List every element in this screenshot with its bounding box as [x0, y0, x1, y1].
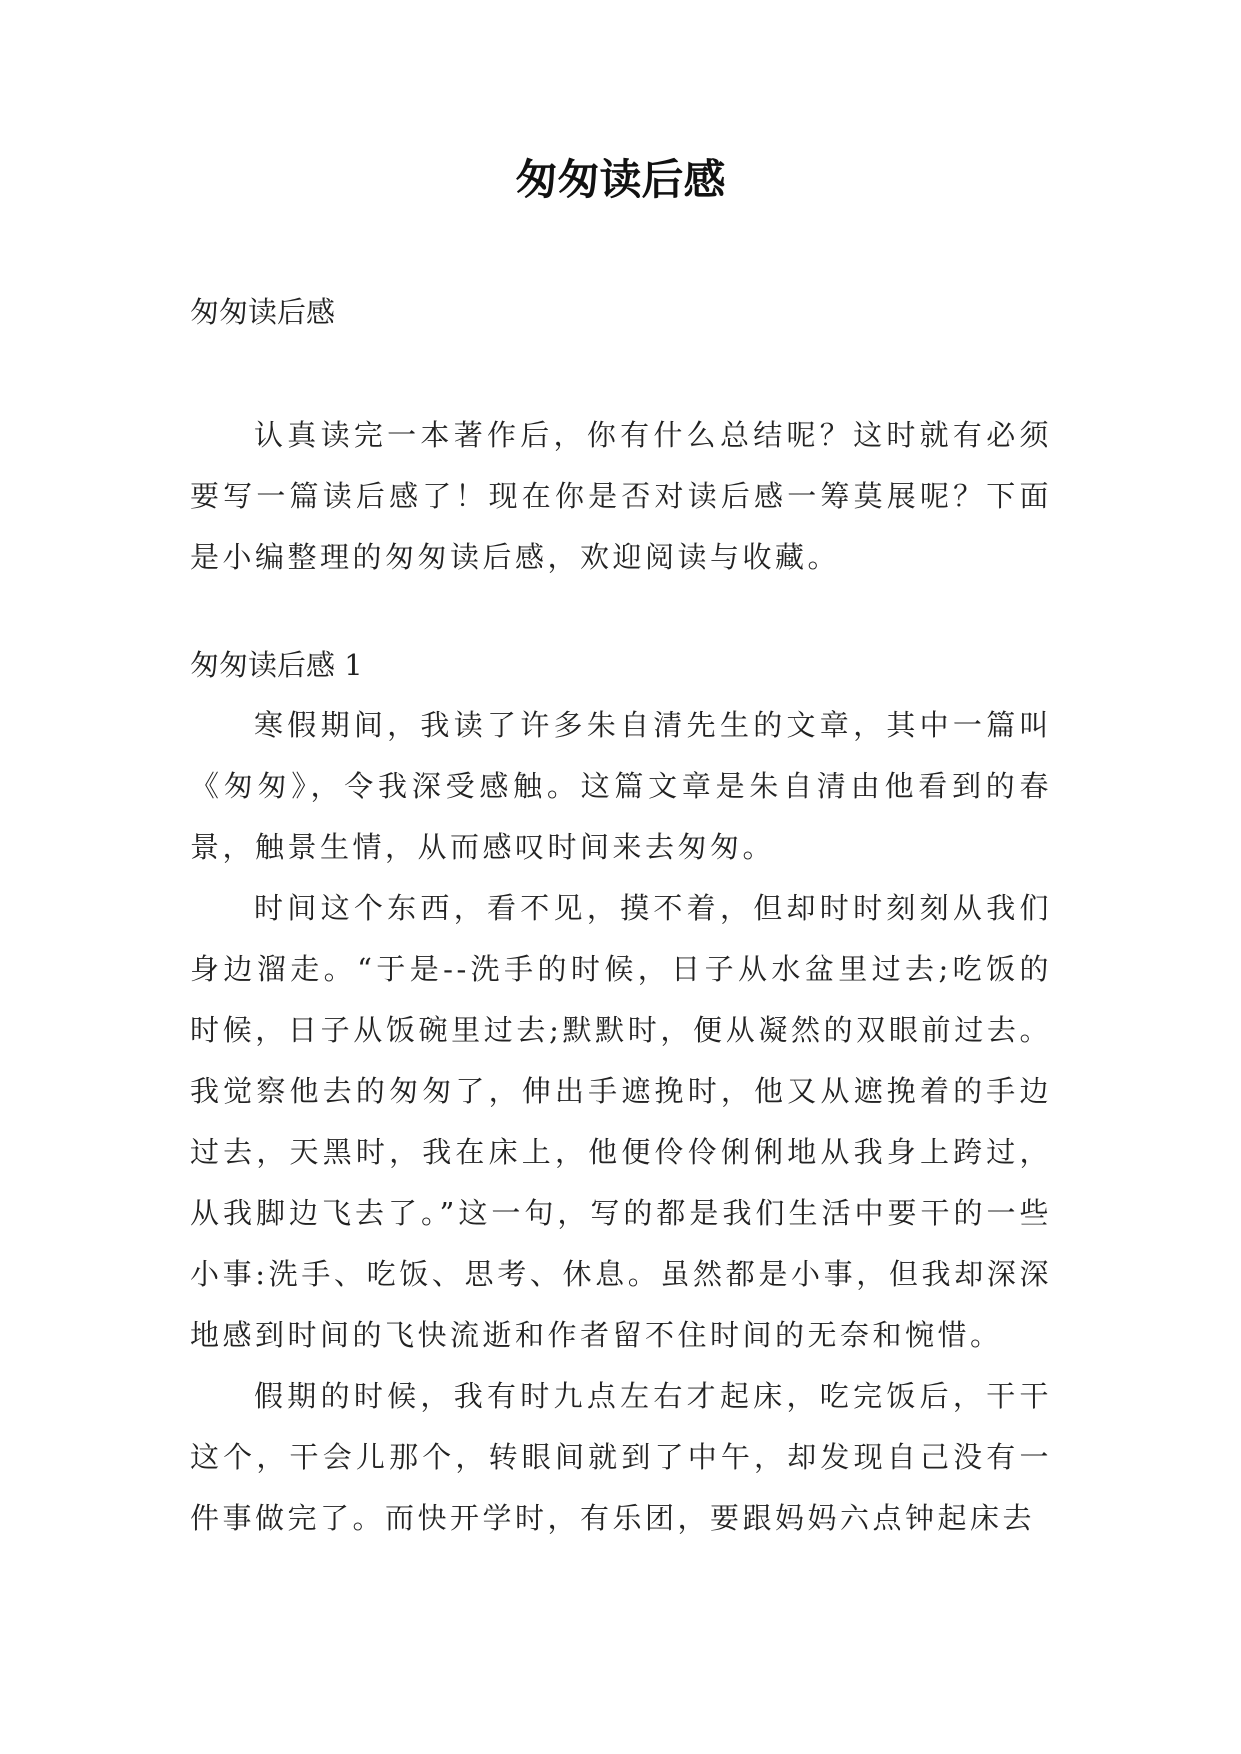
body-paragraph: 假期的时候，我有时九点左右才起床，吃完饭后，干干这个，干会儿那个，转眼间就到了中午，却发现自己没有一件事做完了。而快开学时，有乐团，要跟妈妈六点钟起床去 [190, 1379, 1052, 1535]
section-heading: 匆匆读后感 1 [190, 648, 363, 682]
page-title: 匆匆读后感 [515, 155, 726, 204]
article-body [190, 695, 1052, 1549]
document-subtitle: 匆匆读后感 [190, 295, 336, 329]
body-paragraph: 寒假期间，我读了许多朱自清先生的文章，其中一篇叫《匆匆》，令我深受感触。这篇文章是朱自清由他看到的春景，触景生情，从而感叹时间来去匆匆。 [190, 708, 1052, 864]
intro-paragraph: 认真读完一本著作后，你有什么总结呢？这时就有必须要写一篇读后感了！现在你是否对读后感一筹莫展呢？下面是小编整理的匆匆读后感，欢迎阅读与收藏。 [190, 418, 1052, 574]
body-paragraph: 时间这个东西，看不见，摸不着，但却时时刻刻从我们身边溜走。“于是--洗手的时候，日子从水盆里过去;吃饭的时候，日子从饭碗里过去;默默时，便从凝然的双眼前过去。我觉察他去的匆匆了，伸出手遮挽时，他又从遮挽着的手边过去，天黑时，我在床上，他便伶伶俐俐地从我身上跨过，从我脚边飞去了。”这一句，写的都是我们生活中要干的一些小事:洗手、吃饭、思考、休息。虽然都是小事，但我却深深地感到时间的飞快流逝和作者留不住时间的无奈和惋惜。 [190, 891, 1052, 1352]
